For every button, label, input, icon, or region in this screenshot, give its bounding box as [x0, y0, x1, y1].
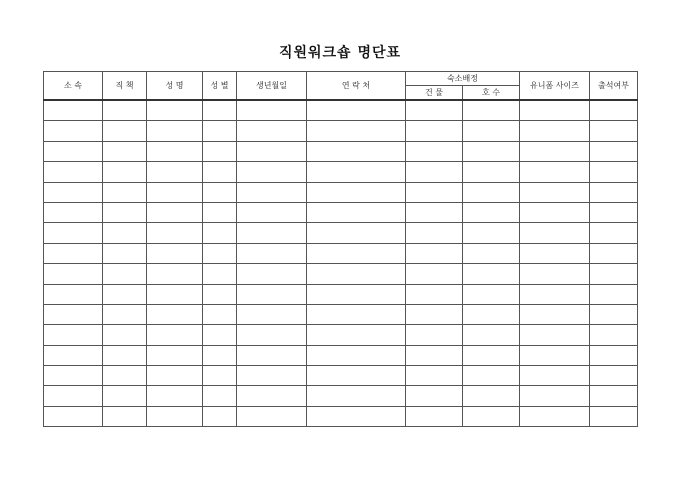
cell-name[interactable]: [147, 406, 203, 426]
cell-attendance[interactable]: [590, 202, 638, 222]
cell-uniform-size[interactable]: [520, 162, 590, 182]
cell-contact[interactable]: [307, 264, 406, 284]
cell-contact[interactable]: [307, 121, 406, 141]
cell-affiliation[interactable]: [44, 345, 103, 365]
cell-uniform-size[interactable]: [520, 141, 590, 161]
cell-building[interactable]: [406, 386, 463, 406]
cell-uniform-size[interactable]: [520, 304, 590, 324]
cell-name[interactable]: [147, 284, 203, 304]
cell-birthdate[interactable]: [237, 386, 307, 406]
cell-room[interactable]: [463, 121, 520, 141]
header-name: 성 명: [147, 72, 203, 101]
header-uniform-size: 유니폼 사이즈: [520, 72, 590, 101]
cell-building[interactable]: [406, 202, 463, 222]
table-row: [44, 223, 638, 243]
cell-contact[interactable]: [307, 223, 406, 243]
cell-uniform-size[interactable]: [520, 406, 590, 426]
header-lodging: 숙소배정: [406, 72, 520, 86]
header-attendance: 출석여부: [590, 72, 638, 101]
cell-gender[interactable]: [203, 264, 237, 284]
cell-gender[interactable]: [203, 162, 237, 182]
cell-room[interactable]: [463, 141, 520, 161]
cell-uniform-size[interactable]: [520, 182, 590, 202]
cell-birthdate[interactable]: [237, 304, 307, 324]
cell-birthdate[interactable]: [237, 345, 307, 365]
cell-birthdate[interactable]: [237, 141, 307, 161]
cell-contact[interactable]: [307, 162, 406, 182]
cell-uniform-size[interactable]: [520, 366, 590, 386]
cell-attendance[interactable]: [590, 386, 638, 406]
cell-attendance[interactable]: [590, 121, 638, 141]
cell-attendance[interactable]: [590, 284, 638, 304]
table-row: [44, 386, 638, 406]
cell-name[interactable]: [147, 100, 203, 121]
table-row: [44, 304, 638, 324]
table-row: [44, 141, 638, 161]
cell-name[interactable]: [147, 223, 203, 243]
cell-position[interactable]: [103, 100, 147, 121]
cell-affiliation[interactable]: [44, 121, 103, 141]
cell-affiliation[interactable]: [44, 162, 103, 182]
cell-uniform-size[interactable]: [520, 386, 590, 406]
cell-attendance[interactable]: [590, 304, 638, 324]
cell-position[interactable]: [103, 202, 147, 222]
cell-contact[interactable]: [307, 284, 406, 304]
cell-birthdate[interactable]: [237, 202, 307, 222]
cell-attendance[interactable]: [590, 325, 638, 345]
cell-birthdate[interactable]: [237, 366, 307, 386]
table-row: [44, 182, 638, 202]
cell-room[interactable]: [463, 162, 520, 182]
table-row: [44, 100, 638, 121]
cell-gender[interactable]: [203, 345, 237, 365]
cell-birthdate[interactable]: [237, 100, 307, 121]
cell-contact[interactable]: [307, 202, 406, 222]
cell-gender[interactable]: [203, 366, 237, 386]
cell-affiliation[interactable]: [44, 264, 103, 284]
cell-name[interactable]: [147, 121, 203, 141]
cell-building[interactable]: [406, 325, 463, 345]
cell-affiliation[interactable]: [44, 100, 103, 121]
cell-room[interactable]: [463, 243, 520, 263]
cell-room[interactable]: [463, 386, 520, 406]
header-position: 직 책: [103, 72, 147, 101]
table-row: [44, 366, 638, 386]
cell-contact[interactable]: [307, 366, 406, 386]
cell-contact[interactable]: [307, 345, 406, 365]
cell-gender[interactable]: [203, 223, 237, 243]
cell-birthdate[interactable]: [237, 264, 307, 284]
cell-birthdate[interactable]: [237, 243, 307, 263]
cell-name[interactable]: [147, 304, 203, 324]
cell-contact[interactable]: [307, 141, 406, 161]
cell-affiliation[interactable]: [44, 182, 103, 202]
cell-name[interactable]: [147, 202, 203, 222]
cell-affiliation[interactable]: [44, 243, 103, 263]
cell-uniform-size[interactable]: [520, 284, 590, 304]
cell-room[interactable]: [463, 100, 520, 121]
cell-building[interactable]: [406, 345, 463, 365]
cell-uniform-size[interactable]: [520, 243, 590, 263]
cell-gender[interactable]: [203, 284, 237, 304]
cell-room[interactable]: [463, 325, 520, 345]
cell-position[interactable]: [103, 284, 147, 304]
cell-affiliation[interactable]: [44, 141, 103, 161]
cell-position[interactable]: [103, 264, 147, 284]
cell-building[interactable]: [406, 141, 463, 161]
cell-attendance[interactable]: [590, 264, 638, 284]
cell-room[interactable]: [463, 304, 520, 324]
cell-affiliation[interactable]: [44, 386, 103, 406]
cell-position[interactable]: [103, 121, 147, 141]
cell-gender[interactable]: [203, 325, 237, 345]
header-birthdate: 생년월일: [237, 72, 307, 101]
cell-contact[interactable]: [307, 386, 406, 406]
cell-position[interactable]: [103, 304, 147, 324]
header-affiliation: 소 속: [44, 72, 103, 101]
cell-name[interactable]: [147, 264, 203, 284]
cell-room[interactable]: [463, 366, 520, 386]
cell-affiliation[interactable]: [44, 325, 103, 345]
header-building: 건 물: [406, 86, 463, 101]
cell-contact[interactable]: [307, 304, 406, 324]
cell-building[interactable]: [406, 182, 463, 202]
cell-gender[interactable]: [203, 202, 237, 222]
cell-name[interactable]: [147, 243, 203, 263]
cell-name[interactable]: [147, 182, 203, 202]
cell-birthdate[interactable]: [237, 162, 307, 182]
cell-building[interactable]: [406, 223, 463, 243]
cell-position[interactable]: [103, 141, 147, 161]
cell-birthdate[interactable]: [237, 121, 307, 141]
header-gender: 성 별: [203, 72, 237, 101]
cell-building[interactable]: [406, 304, 463, 324]
table-row: [44, 162, 638, 182]
table-row: [44, 121, 638, 141]
table-row: [44, 406, 638, 426]
cell-room[interactable]: [463, 202, 520, 222]
cell-uniform-size[interactable]: [520, 100, 590, 121]
cell-room[interactable]: [463, 345, 520, 365]
cell-uniform-size[interactable]: [520, 345, 590, 365]
roster-body: [44, 100, 638, 427]
cell-building[interactable]: [406, 366, 463, 386]
cell-attendance[interactable]: [590, 223, 638, 243]
cell-contact[interactable]: [307, 406, 406, 426]
cell-building[interactable]: [406, 243, 463, 263]
cell-contact[interactable]: [307, 243, 406, 263]
cell-attendance[interactable]: [590, 345, 638, 365]
cell-uniform-size[interactable]: [520, 325, 590, 345]
cell-gender[interactable]: [203, 386, 237, 406]
cell-affiliation[interactable]: [44, 202, 103, 222]
cell-gender[interactable]: [203, 406, 237, 426]
cell-building[interactable]: [406, 100, 463, 121]
cell-birthdate[interactable]: [237, 325, 307, 345]
cell-uniform-size[interactable]: [520, 202, 590, 222]
cell-attendance[interactable]: [590, 162, 638, 182]
cell-room[interactable]: [463, 284, 520, 304]
cell-uniform-size[interactable]: [520, 264, 590, 284]
cell-name[interactable]: [147, 345, 203, 365]
cell-gender[interactable]: [203, 304, 237, 324]
cell-affiliation[interactable]: [44, 304, 103, 324]
cell-name[interactable]: [147, 366, 203, 386]
cell-gender[interactable]: [203, 121, 237, 141]
cell-building[interactable]: [406, 264, 463, 284]
cell-room[interactable]: [463, 264, 520, 284]
cell-attendance[interactable]: [590, 243, 638, 263]
cell-gender[interactable]: [203, 100, 237, 121]
header-room: 호 수: [463, 86, 520, 101]
cell-name[interactable]: [147, 141, 203, 161]
cell-uniform-size[interactable]: [520, 223, 590, 243]
table-row: [44, 345, 638, 365]
table-row: [44, 325, 638, 345]
cell-attendance[interactable]: [590, 366, 638, 386]
table-row: [44, 243, 638, 263]
cell-gender[interactable]: [203, 182, 237, 202]
cell-affiliation[interactable]: [44, 284, 103, 304]
cell-name[interactable]: [147, 386, 203, 406]
cell-position[interactable]: [103, 243, 147, 263]
cell-contact[interactable]: [307, 182, 406, 202]
cell-birthdate[interactable]: [237, 182, 307, 202]
cell-attendance[interactable]: [590, 141, 638, 161]
cell-contact[interactable]: [307, 100, 406, 121]
cell-affiliation[interactable]: [44, 406, 103, 426]
cell-gender[interactable]: [203, 141, 237, 161]
cell-building[interactable]: [406, 406, 463, 426]
cell-name[interactable]: [147, 325, 203, 345]
cell-birthdate[interactable]: [237, 284, 307, 304]
cell-birthdate[interactable]: [237, 223, 307, 243]
cell-affiliation[interactable]: [44, 223, 103, 243]
cell-affiliation[interactable]: [44, 366, 103, 386]
page-title: 직원워크숍 명단표: [278, 45, 402, 61]
cell-building[interactable]: [406, 121, 463, 141]
cell-position[interactable]: [103, 223, 147, 243]
table-row: [44, 202, 638, 222]
cell-position[interactable]: [103, 325, 147, 345]
table-row: [44, 264, 638, 284]
cell-uniform-size[interactable]: [520, 121, 590, 141]
table-row: [44, 284, 638, 304]
cell-room[interactable]: [463, 406, 520, 426]
cell-position[interactable]: [103, 406, 147, 426]
cell-position[interactable]: [103, 182, 147, 202]
roster-table: [43, 71, 638, 427]
cell-building[interactable]: [406, 162, 463, 182]
cell-birthdate[interactable]: [237, 406, 307, 426]
cell-name[interactable]: [147, 162, 203, 182]
cell-attendance[interactable]: [590, 182, 638, 202]
cell-position[interactable]: [103, 162, 147, 182]
cell-room[interactable]: [463, 182, 520, 202]
cell-position[interactable]: [103, 366, 147, 386]
cell-attendance[interactable]: [590, 406, 638, 426]
header-contact: 연 락 처: [307, 72, 406, 101]
cell-contact[interactable]: [307, 325, 406, 345]
cell-position[interactable]: [103, 386, 147, 406]
cell-gender[interactable]: [203, 243, 237, 263]
cell-position[interactable]: [103, 345, 147, 365]
cell-building[interactable]: [406, 284, 463, 304]
cell-attendance[interactable]: [590, 100, 638, 121]
cell-room[interactable]: [463, 223, 520, 243]
